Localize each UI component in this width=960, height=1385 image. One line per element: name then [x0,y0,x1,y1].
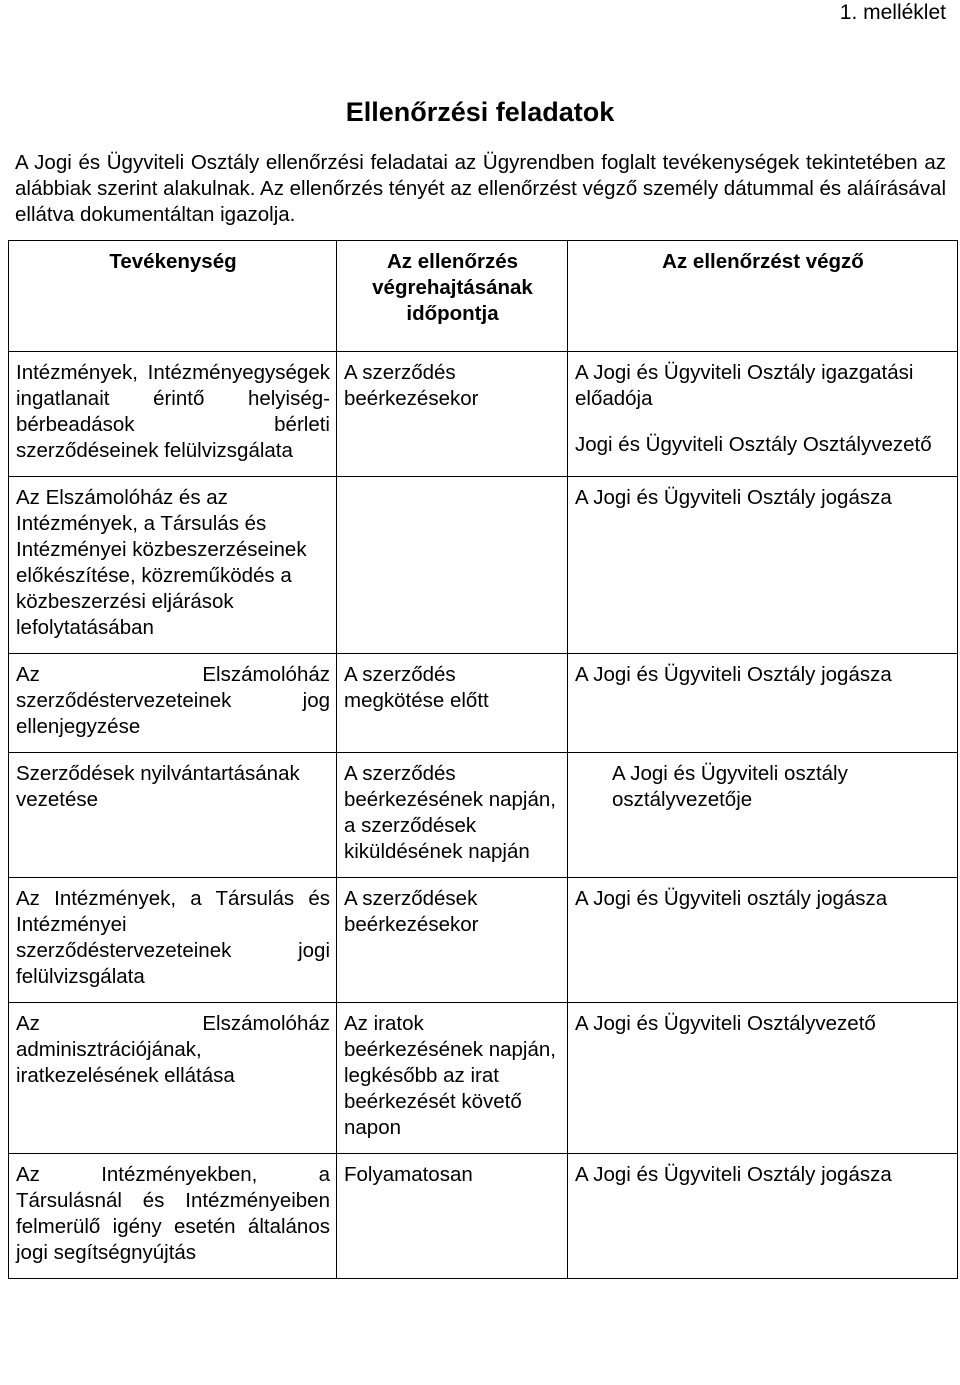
activity-cell: Az Elszámolóház adminisztrációjának, iratkezelésének ellátása [9,1003,337,1154]
time-cell: Folyamatosan [337,1154,568,1279]
activity-cell: Intézmények, Intézményegységek ingatlanait érintő helyiség-bérbeadások bérleti szerződéseinek felülvizsgálata [9,352,337,477]
header-performer: Az ellenőrzést végző [568,241,958,352]
performer-secondary-text: Jogi és Ügyviteli Osztály Osztályvezető [575,433,932,456]
header-time: Az ellenőrzés végrehajtásának időpontja [337,241,568,352]
time-cell: A szerződés beérkezésekor [337,352,568,477]
table-row [9,477,958,654]
performer-cell: A Jogi és Ügyviteli osztály osztályvezetője [568,753,958,878]
activity-cell: Szerződések nyilvántartásának vezetése [9,753,337,878]
activity-cell: Az Elszámolóház szerződéstervezeteinek jog ellenjegyzése [9,654,337,753]
table-row [9,878,958,1003]
table-row [9,1003,958,1154]
performer-text: A Jogi és Ügyviteli Osztály igazgatási előadója [575,361,914,410]
time-cell: A szerződés beérkezésének napján, a szerződések kiküldésének napján [337,753,568,878]
annex-label: 1. melléklet [839,1,946,24]
performer-cell: A Jogi és Ügyviteli Osztály jogásza [568,477,958,654]
activity-cell: Az Elszámolóház és az Intézmények, a Társulás és Intézményei közbeszerzéseinek előkészítése, közreműködés a közbeszerzési eljárások lefolytatásában [9,477,337,654]
table-header-row [9,241,958,352]
intro-paragraph: A Jogi és Ügyviteli Osztály ellenőrzési feladatai az Ügyrendben foglalt tevékenységek tekintetében az alábbiak szerint alakulnak. Az ellenőrzés tényét az ellenőrzést végző személy dátummal és aláírásával ellátva dokumentáltan igazolja. [15,151,946,226]
time-cell [337,477,568,654]
performer-cell: A Jogi és Ügyviteli osztály jogásza [568,878,958,1003]
header-activity: Tevékenység [9,241,337,352]
performer-cell: A Jogi és Ügyviteli Osztályvezető [568,1003,958,1154]
table-row [9,1154,958,1279]
table-row [9,753,958,878]
activity-cell: Az Intézmények, a Társulás és Intézményei szerződéstervezeteinek jogi felülvizsgálata [9,878,337,1003]
control-tasks-table [8,240,958,1279]
activity-cell: Az Intézményekben, a Társulásnál és Intézményeiben felmerülő igény esetén általános jogi segítségnyújtás [9,1154,337,1279]
document-title: Ellenőrzési feladatok [345,97,615,127]
performer-cell: A Jogi és Ügyviteli Osztály jogásza [568,1154,958,1279]
table-row [9,654,958,753]
table-row [9,352,958,477]
performer-cell: A Jogi és Ügyviteli Osztály jogásza [568,654,958,753]
time-cell: Az iratok beérkezésének napján, legkésőbb az irat beérkezését követő napon [337,1003,568,1154]
performer-cell [568,352,958,477]
time-cell: A szerződés megkötése előtt [337,654,568,753]
time-cell: A szerződések beérkezésekor [337,878,568,1003]
control-tasks-table-wrapper [8,240,957,1279]
